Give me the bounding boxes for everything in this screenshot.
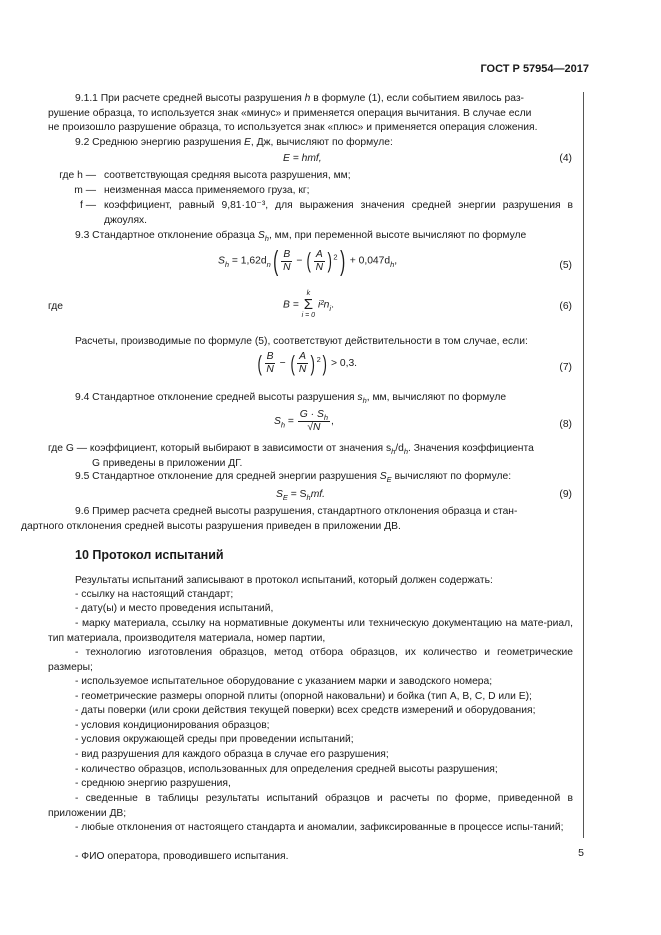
- list-item: - количество образцов, использованных для определения средней высоты разрушения;: [75, 764, 498, 775]
- paragraph-9-2: 9.2 Среднюю энергию разрушения E, Дж, вычисляют по формуле:: [75, 137, 393, 148]
- formula-5: $S_h = 1,62d_n$( $\frac{B}{N}$ − ( $\frac{A}{N}$ )$^2) + 0,047d_h$,: [218, 245, 398, 276]
- eq-number-4: (4): [559, 153, 572, 164]
- paragraph-9-3: 9.3 Стандартное отклонение образца $S_h$, мм, при переменной высоте вычисляют по формуле: [75, 230, 527, 244]
- list-item: - условия кондиционирования образцов;: [75, 720, 270, 731]
- paragraph-9-5: 9.5 Стандартное отклонение для средней энергии разрушения $S_E$ вычисляют по формуле:: [75, 471, 512, 485]
- change-bar: [583, 92, 584, 838]
- definition-f: f — коэффициент, равный 9,81·10⁻³, для выражения значения средней энергии разрушения в джоулях.: [79, 200, 573, 226]
- paragraph-9-1-1: 9.1.1 При расчете средней высоты разрушения h в формуле (1), если событием явилось раз- рушение образца, то используется знак «минус» и применяется операция вычитания. В случае если не произошло разрушение образца, то используется знак «плюс» и применяется операция сложения.: [48, 93, 538, 134]
- definition-m: m — неизменная масса применяемого груза, кг;: [74, 185, 310, 196]
- formula-4: E = hmf,: [283, 153, 322, 164]
- list-item: - марку материала, ссылку на нормативные документы или техническую документацию на мате-риал, тип материала, производителя материала, номер партии,: [48, 618, 573, 644]
- formula-8: $S_h$ = $\frac{G \cdot S_h}{√N}$ ,: [274, 409, 334, 433]
- eq-number-6: (6): [559, 301, 572, 312]
- list-item: - используемое испытательное оборудование с указанием марки и заводского номера;: [75, 676, 493, 687]
- paragraph-9-4: 9.4 Стандартное отклонение средней высоты разрушения $s_h$, мм, вычисляют по формуле: [75, 392, 507, 406]
- standard-number: ГОСТ Р 57954—2017: [480, 63, 589, 75]
- eq-number-9: (9): [559, 489, 572, 500]
- list-item: - дату(ы) и место проведения испытаний,: [75, 603, 274, 614]
- eq-number-7: (7): [559, 362, 572, 373]
- page-number: 5: [578, 847, 584, 859]
- paragraph-9-6: 9.6 Пример расчета средней высоты разрушения, стандартного отклонения образца и стан- дартного отклонения средней высоты разрушения приведен в приложении ДВ.: [21, 506, 518, 532]
- definition-h: где h — соответствующая средняя высота разрушения, мм;: [59, 170, 351, 181]
- list-item: - условия окружающей среды при проведении испытаний;: [75, 734, 354, 745]
- list-item: - сведенные в таблицы результаты испытаний образцов и расчеты по форме, приведенной в приложении ДВ;: [48, 793, 573, 819]
- eq-number-8: (8): [559, 419, 572, 430]
- list-item: - ФИО оператора, проводившего испытания.: [75, 851, 289, 862]
- section-10-title: 10 Протокол испытаний: [75, 548, 224, 562]
- where-label: где: [48, 301, 64, 312]
- list-item: - технологию изготовления образцов, метод отбора образцов, их количество и геометрические размеры;: [48, 647, 573, 673]
- list-item: - даты поверки (или сроки действия текущей поверки) всех средств измерений и оборудования;: [75, 705, 536, 716]
- list-item: - любые отклонения от настоящего стандарта и аномалии, зафиксированные в процессе испы-таний;: [75, 822, 564, 833]
- formula-6: B = k Σ i = 0 $i^2n_i$.: [283, 290, 334, 319]
- eq-number-5: (5): [559, 260, 572, 271]
- list-item: - вид разрушения для каждого образца в случае его разрушения;: [75, 749, 389, 760]
- list-item: - ссылку на настоящий стандарт;: [75, 589, 234, 600]
- list-item: - геометрические размеры опорной плиты (опорной наковальни) и бойка (тип А, В, С, D или Е);: [75, 691, 532, 702]
- section-10-intro: Результаты испытаний записывают в протокол испытаний, который должен содержать:: [75, 575, 493, 586]
- formula-7: ( $\frac{B}{N}$ − ( $\frac{A}{N}$ )$^2$) > 0,3.: [257, 350, 358, 376]
- formula-9: $S_E = S_hmf$.: [276, 489, 325, 503]
- definition-G: где G — коэффициент, который выбирают в зависимости от значения $s_h/d_h$. Значения коэффициента G приведены в приложении ДГ.: [48, 443, 534, 469]
- paragraph-condition: Расчеты, производимые по формуле (5), соответствуют действительности в том случае, если:: [75, 336, 528, 347]
- list-item: - среднюю энергию разрушения,: [75, 778, 231, 789]
